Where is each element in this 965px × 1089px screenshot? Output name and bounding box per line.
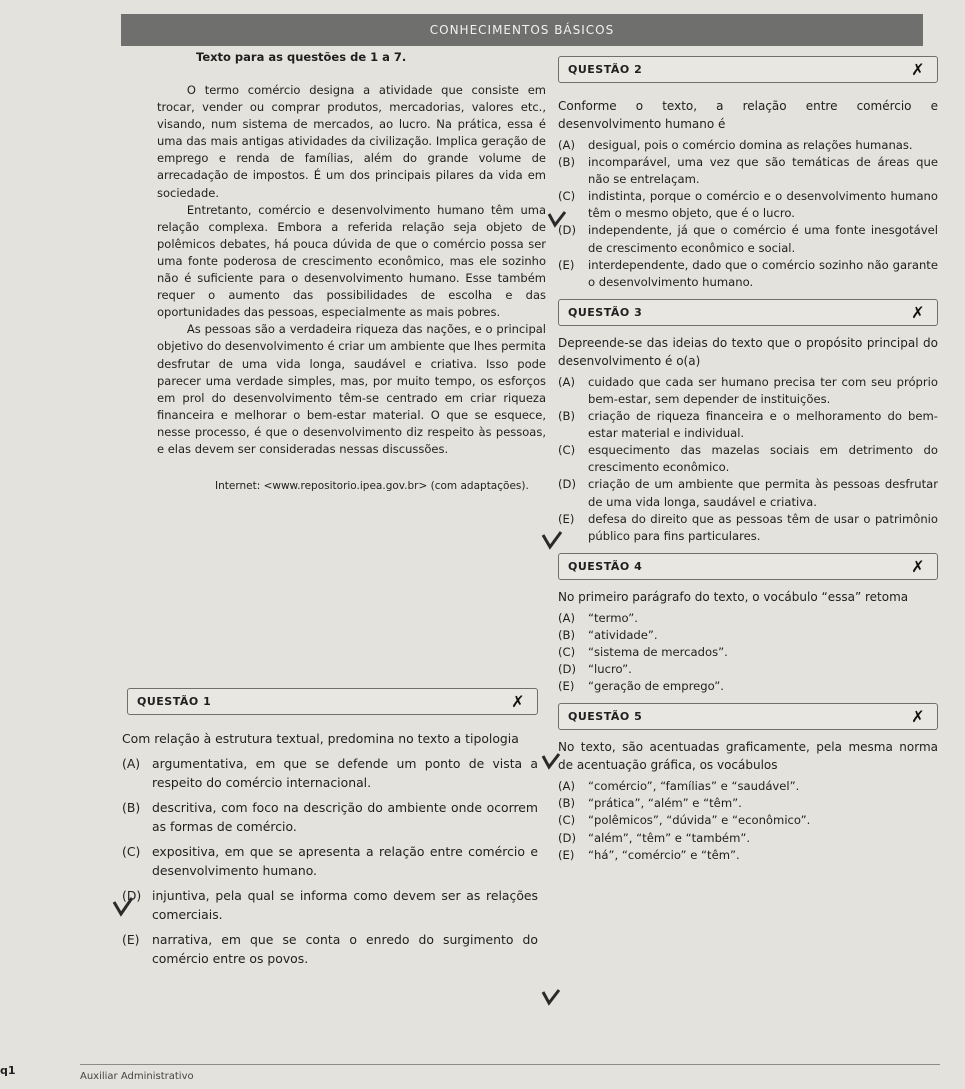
option-letter: (C): [558, 189, 576, 204]
option-letter: (C): [558, 644, 576, 659]
option-a[interactable]: [122, 754, 538, 793]
cross-icon: ✗: [911, 556, 925, 576]
question-1-header: [127, 688, 538, 715]
text-column: [120, 50, 546, 492]
footer-label: Auxiliar Administrativo: [80, 1071, 194, 1082]
question-3-header: [558, 299, 938, 326]
paragraph-3: As pessoas são a verdadeira riqueza das nações, e o principal objetivo do desenvolvimento é criar um ambiente que lhes permita desfrutar de uma vida longa, saudável e criativa. Isso pode parecer uma verdade simples, mas, por muito tempo, os esforços em prol do desenvolvimento têm-se centrado em criar riqueza financeira e melhorar o bem-estar material. O que se esquece, nesse processo, é que o desenvolvimento diz respeito às pessoas, e elas devem ser consideradas nessas discussões.: [157, 322, 546, 456]
option-letter: (E): [558, 679, 575, 694]
option-letter: (A): [558, 610, 575, 625]
option-e[interactable]: [558, 678, 938, 695]
option-letter: (D): [122, 887, 142, 903]
question-5-title: QUESTÃO 5: [568, 710, 643, 724]
option-c[interactable]: [558, 644, 938, 661]
cross-icon: ✗: [911, 302, 925, 322]
option-letter: (D): [558, 662, 576, 677]
option-text: criação de riqueza financeira e o melhoramento do bem-estar material e individual.: [588, 409, 938, 441]
pencil-check-mark-icon: [541, 988, 561, 1006]
option-letter: (B): [122, 799, 141, 815]
option-c[interactable]: [122, 842, 538, 881]
option-text: injuntiva, pela qual se informa como devem ser as relações comerciais.: [152, 887, 538, 922]
paragraph-1: O termo comércio designa a atividade que consiste em trocar, vender ou comprar produtos, mercadorias, valores etc., visando, num sistema de mercados, ao lucro. Na prática, essa é uma das mais antigas atividades da civilização. Implica geração de emprego e renda de famílias, além do grande volume de arrecadação de impostos. É um dos principais pilares da vida em sociedade.: [157, 83, 546, 200]
option-d[interactable]: [558, 661, 938, 678]
option-text: incomparável, uma vez que são temáticas de áreas que não se entrelaçam.: [588, 155, 938, 187]
question-3-stem: Depreende-se das ideias do texto que o propósito principal do desenvolvimento é o(a): [558, 335, 938, 368]
option-c[interactable]: [558, 188, 938, 222]
text-source: Internet: <www.repositorio.ipea.gov.br> (com adaptações).: [215, 480, 529, 493]
option-b[interactable]: [558, 408, 938, 442]
page-number: q1: [0, 1064, 16, 1077]
option-a[interactable]: [558, 610, 938, 627]
option-d[interactable]: [558, 222, 938, 256]
option-text: esquecimento das mazelas sociais em detrimento do crescimento econômico.: [588, 443, 938, 475]
question-2-header: [558, 56, 938, 83]
cross-icon: ✗: [911, 707, 925, 727]
question-2-stem: Conforme o texto, a relação entre comércio e desenvolvimento humano é: [558, 99, 938, 131]
question-2-title: QUESTÃO 2: [568, 63, 643, 76]
section-title-banner: CONHECIMENTOS BÁSICOS: [121, 14, 923, 46]
option-text: independente, já que o comércio é uma fonte inesgotável de crescimento econômico e social.: [588, 223, 938, 255]
question-4-header: [558, 553, 938, 580]
option-text: “além”, “têm” e “também”.: [588, 830, 751, 845]
question-3-title: QUESTÃO 3: [568, 305, 643, 319]
option-text: desigual, pois o comércio domina as relações humanas.: [588, 138, 913, 152]
option-letter: (D): [558, 830, 576, 845]
option-a[interactable]: [558, 374, 938, 408]
option-letter: (B): [558, 796, 576, 811]
option-letter: (C): [558, 443, 576, 458]
option-letter: (D): [558, 477, 576, 492]
option-e[interactable]: [122, 930, 538, 969]
option-e[interactable]: [558, 847, 938, 864]
question-4-stem: No primeiro parágrafo do texto, o vocábulo “essa” retoma: [558, 589, 909, 604]
option-d[interactable]: [558, 830, 938, 847]
option-a[interactable]: [558, 778, 938, 795]
option-b[interactable]: [558, 627, 938, 644]
option-text: “polêmicos”, “dúvida” e “econômico”.: [588, 813, 811, 828]
option-letter: (A): [558, 138, 575, 152]
text-intro: Texto para as questões de 1 a 7.: [196, 50, 407, 64]
option-text: “sistema de mercados”.: [588, 644, 728, 659]
question-5-stem: No texto, são acentuadas graficamente, pela mesma norma de acentuação gráfica, os vocábulos: [558, 740, 938, 773]
option-b[interactable]: [558, 795, 938, 812]
option-letter: (A): [122, 755, 141, 771]
footer: [80, 1064, 940, 1082]
cross-icon: ✗: [511, 692, 525, 711]
option-letter: (E): [558, 257, 575, 272]
option-letter: (C): [122, 843, 141, 859]
option-letter: (E): [558, 847, 575, 862]
option-text: “lucro”.: [588, 662, 632, 677]
option-text: indistinta, porque o comércio e o desenvolvimento humano têm o mesmo objeto, que é o lucro.: [588, 189, 938, 221]
option-letter: (A): [558, 779, 575, 794]
option-letter: (B): [558, 627, 576, 642]
option-text: expositiva, em que se apresenta a relação entre comércio e desenvolvimento humano.: [152, 843, 538, 878]
option-text: “há”, “comércio” e “têm”.: [588, 847, 740, 862]
option-text: criação de um ambiente que permita às pessoas desfrutar de uma vida longa, saudável e criativa.: [588, 477, 938, 509]
option-d[interactable]: [122, 886, 538, 925]
option-e[interactable]: [558, 511, 938, 545]
question-1: [122, 688, 538, 969]
option-text: “termo”.: [588, 610, 638, 625]
option-text: cuidado que cada ser humano precisa ter com seu próprio bem-estar, sem depender de instituições.: [588, 374, 938, 406]
option-letter: (C): [558, 813, 576, 828]
option-letter: (B): [558, 155, 576, 170]
option-e[interactable]: [558, 257, 938, 291]
option-b[interactable]: [558, 154, 938, 188]
option-text: “atividade”.: [588, 627, 658, 642]
option-d[interactable]: [558, 476, 938, 510]
option-text: interdependente, dado que o comércio sozinho não garante o desenvolvimento humano.: [588, 257, 938, 289]
option-text: “geração de emprego”.: [588, 679, 724, 694]
questions-column: [558, 50, 938, 864]
option-b[interactable]: [122, 798, 538, 837]
option-text: argumentativa, em que se defende um ponto de vista a respeito do comércio internacional.: [152, 755, 538, 790]
option-c[interactable]: [558, 442, 938, 476]
paragraph-2: Entretanto, comércio e desenvolvimento humano têm uma relação complexa. Embora a referida relação seja objeto de polêmicos debates, há pouca dúvida de que o comércio possa ser uma fonte poderosa de crescimento econômico, mas ele sozinho não é suficiente para o desenvolvimento humano. Esse também requer o aumento das possibilidades de escolha e das oportunidades das pessoas, especialmente as mais pobres.: [157, 202, 546, 320]
question-4-title: QUESTÃO 4: [568, 559, 643, 573]
question-1-stem: Com relação à estrutura textual, predomina no texto a tipologia: [122, 731, 519, 746]
option-a[interactable]: [558, 137, 938, 154]
option-letter: (E): [122, 931, 140, 947]
option-letter: (B): [558, 409, 576, 424]
option-text: descritiva, com foco na descrição do ambiente onde ocorrem as formas de comércio.: [152, 799, 538, 834]
question-5-header: [558, 703, 938, 730]
option-text: “comércio”, “famílias” e “saudável”.: [588, 779, 800, 794]
option-letter: (E): [558, 511, 575, 526]
option-text: defesa do direito que as pessoas têm de usar o patrimônio público para fins particulares.: [588, 511, 938, 543]
option-text: narrativa, em que se conta o enredo do surgimento do comércio entre os povos.: [152, 931, 538, 966]
option-text: “prática”, “além” e “têm”.: [588, 796, 742, 811]
option-c[interactable]: [558, 812, 938, 829]
question-1-title: QUESTÃO 1: [137, 695, 212, 708]
option-letter: (D): [558, 223, 576, 238]
cross-icon: ✗: [911, 60, 925, 79]
option-letter: (A): [558, 374, 575, 389]
